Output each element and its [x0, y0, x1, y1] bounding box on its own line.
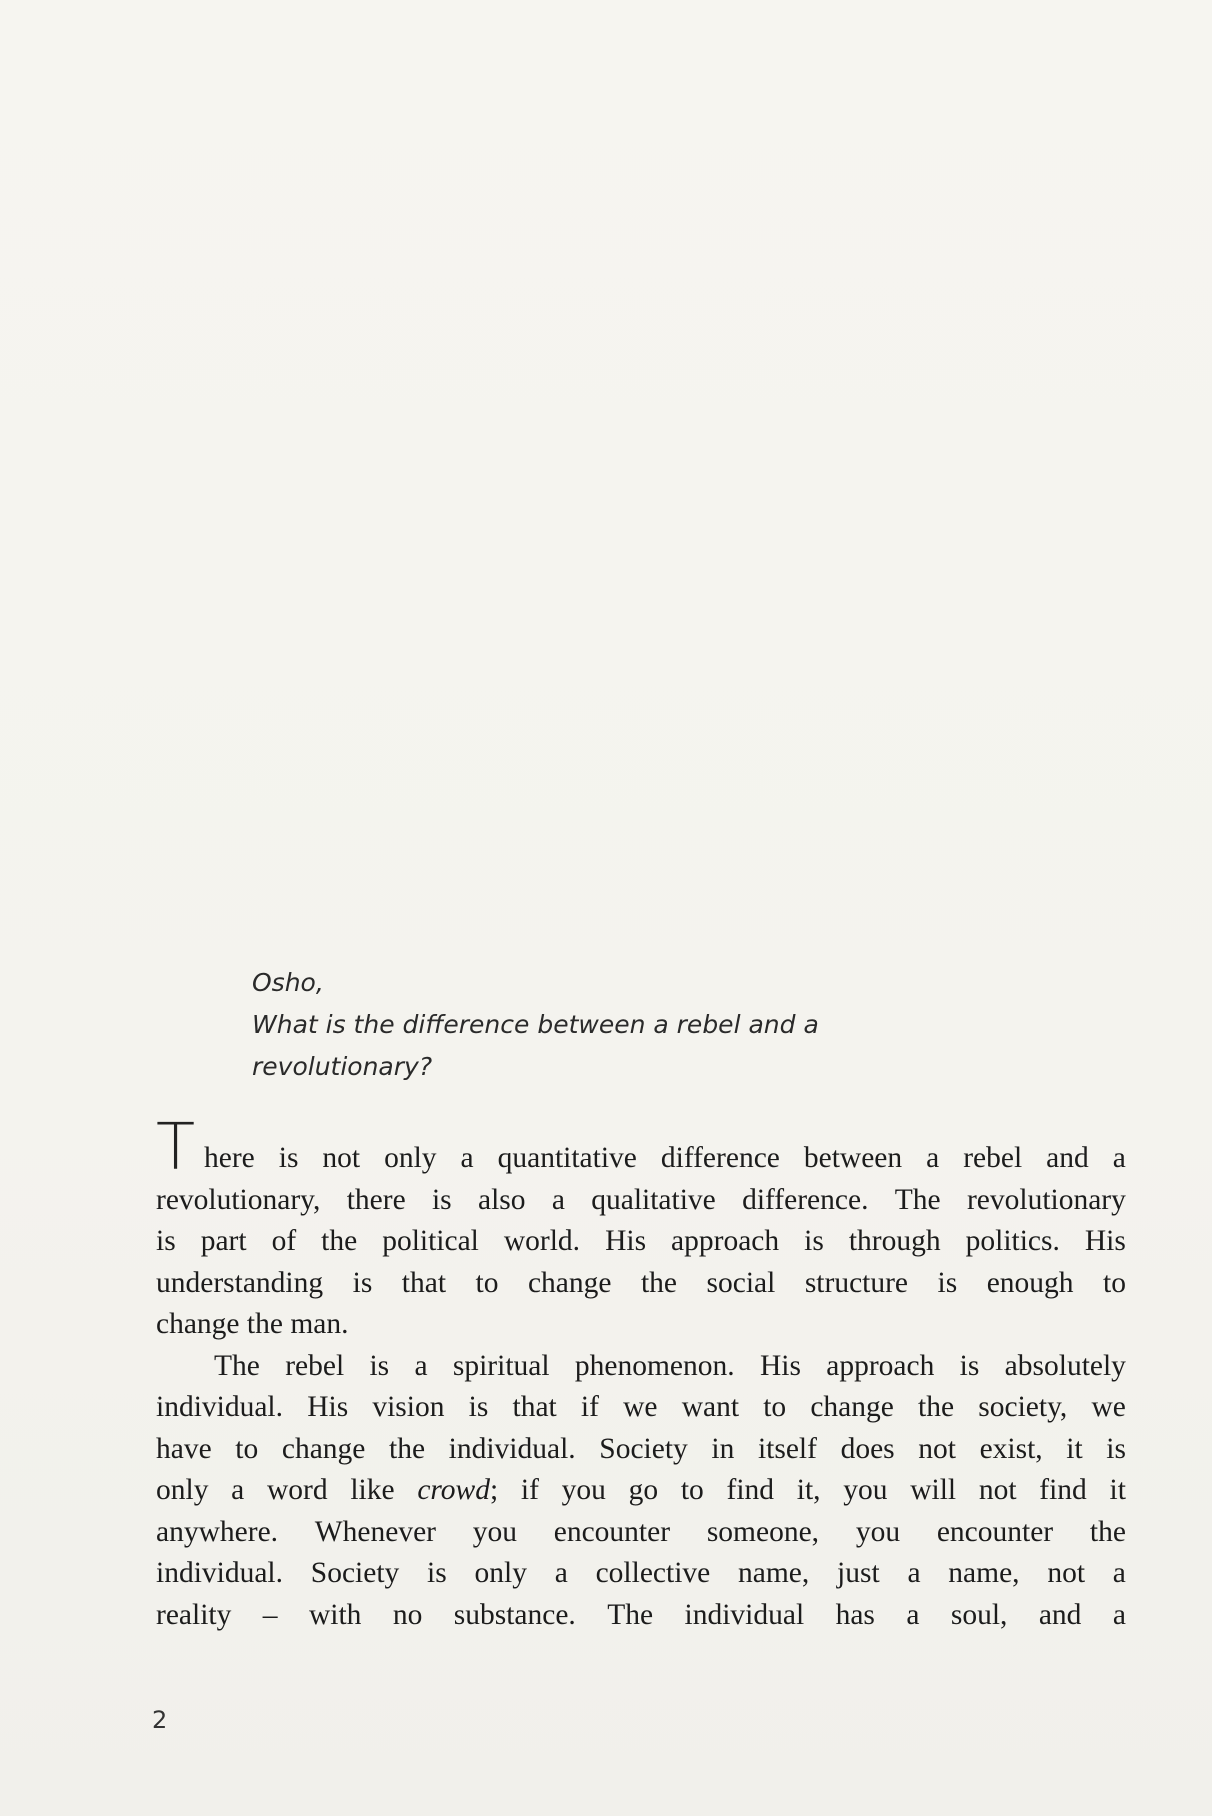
word: the [918, 1391, 955, 1423]
word: exist, [979, 1432, 1043, 1465]
paragraph-line [156, 1387, 1126, 1429]
word: is [156, 1225, 176, 1257]
word: a [1112, 1598, 1126, 1631]
word: encounter [553, 1515, 671, 1548]
word: you [561, 1474, 606, 1506]
word: a [907, 1557, 921, 1589]
word: also [477, 1183, 526, 1216]
paragraph-line [156, 1429, 1126, 1471]
question-block [252, 962, 932, 1088]
word: that [401, 1266, 447, 1299]
word: world. [503, 1225, 581, 1257]
word: politics. [965, 1225, 1060, 1257]
word: collective [595, 1557, 711, 1589]
word: only [156, 1474, 209, 1506]
question-line: What is the difference between a rebel and a [252, 1010, 819, 1039]
word: phenomenon. [574, 1349, 735, 1382]
word: only [384, 1142, 437, 1174]
word: His [759, 1349, 801, 1382]
word: has [835, 1598, 875, 1631]
word: have [156, 1432, 212, 1465]
word: in [711, 1432, 735, 1465]
paragraph-line [156, 1346, 1126, 1388]
word: here [204, 1142, 255, 1174]
word: is [1106, 1432, 1126, 1465]
word: a [1112, 1142, 1126, 1174]
word: not [918, 1432, 956, 1465]
paragraph-line [156, 1553, 1126, 1595]
paragraph-line [156, 1111, 1126, 1185]
word: is [352, 1266, 373, 1299]
word: we [1091, 1391, 1126, 1423]
word: a [554, 1557, 568, 1589]
word: individual [684, 1598, 805, 1631]
word: individual. [448, 1432, 576, 1465]
word: itself [757, 1432, 817, 1465]
word: is [804, 1225, 824, 1257]
word: find [726, 1474, 775, 1506]
word: Society [599, 1432, 688, 1465]
word: someone, [706, 1515, 820, 1548]
word: only [474, 1557, 527, 1589]
word: you [855, 1515, 901, 1548]
word: political [382, 1225, 479, 1257]
word: not [322, 1142, 361, 1174]
word: vision [372, 1391, 445, 1423]
word: through [848, 1225, 941, 1257]
word: not [978, 1474, 1017, 1506]
word: change [810, 1391, 894, 1423]
paragraph-line [156, 1304, 1126, 1346]
word: revolutionary, [156, 1183, 321, 1216]
word: of [271, 1225, 297, 1257]
page-number: 2 [152, 1706, 168, 1734]
word: encounter [936, 1515, 1054, 1548]
word: ; [489, 1474, 499, 1506]
word: a [926, 1142, 940, 1174]
word: no [392, 1598, 423, 1631]
word: qualitative [591, 1183, 716, 1216]
word: enough [986, 1266, 1074, 1299]
paragraph-line [156, 1221, 1126, 1263]
word: structure [804, 1266, 909, 1299]
word: approach [826, 1349, 935, 1382]
word: a [414, 1349, 428, 1382]
word: a [231, 1474, 245, 1506]
word: like [350, 1474, 395, 1506]
word: and [1038, 1598, 1082, 1631]
question-line: revolutionary? [252, 1052, 433, 1081]
word: does [840, 1432, 895, 1465]
word: want [681, 1391, 740, 1423]
word: revolutionary [966, 1183, 1126, 1216]
word: substance. [453, 1598, 576, 1631]
word: social [706, 1266, 776, 1299]
word: change [281, 1432, 366, 1465]
question-salutation: Osho, [252, 968, 324, 997]
paragraph-line [156, 1595, 1126, 1637]
word: name, [948, 1557, 1020, 1589]
paragraph-line [156, 1470, 1126, 1512]
paragraph-line [156, 1263, 1126, 1305]
word: His [1084, 1225, 1126, 1257]
word: there [346, 1183, 406, 1216]
italic-word: crowd [417, 1474, 490, 1506]
word: if [520, 1474, 539, 1506]
word: just [837, 1557, 880, 1589]
word: that [512, 1391, 557, 1423]
word: is [369, 1349, 390, 1382]
word: a [906, 1598, 920, 1631]
paragraph-line [156, 1512, 1126, 1554]
word: is [427, 1557, 447, 1589]
word: to [475, 1266, 499, 1299]
word: to [680, 1474, 704, 1506]
word: His [307, 1391, 349, 1423]
word: the [640, 1266, 678, 1299]
paragraph-line [156, 1180, 1126, 1222]
word: society, [978, 1391, 1068, 1423]
word: to [235, 1432, 259, 1465]
word: is [278, 1142, 299, 1174]
word: rebel [963, 1142, 1023, 1174]
word: quantitative [497, 1142, 637, 1174]
word: with [308, 1598, 362, 1631]
word: The [607, 1598, 654, 1631]
word: understanding [156, 1266, 324, 1299]
word: Society [310, 1557, 400, 1589]
word: to [763, 1391, 787, 1423]
word: part [200, 1225, 247, 1257]
word: it [1109, 1474, 1126, 1506]
word: His [605, 1225, 647, 1257]
word: rebel [285, 1349, 345, 1382]
word: it, [796, 1474, 821, 1506]
word: individual. [156, 1557, 284, 1589]
word: the [321, 1225, 358, 1257]
word: word [266, 1474, 328, 1506]
word: is [468, 1391, 489, 1423]
word: change [527, 1266, 612, 1299]
word: it [1066, 1432, 1083, 1465]
word-group [417, 1470, 498, 1512]
word: individual. [156, 1391, 284, 1423]
word: difference. [742, 1183, 869, 1216]
word: Whenever [314, 1515, 436, 1548]
word: The [214, 1349, 260, 1382]
word: soul, [950, 1598, 1008, 1631]
word: we [623, 1391, 658, 1423]
word: is [937, 1266, 958, 1299]
word: is [431, 1183, 452, 1216]
word: a [1112, 1557, 1126, 1589]
word: anywhere. [156, 1515, 279, 1548]
word: spiritual [452, 1349, 550, 1382]
word: if [580, 1391, 599, 1423]
word: a [551, 1183, 565, 1216]
word: The [894, 1183, 941, 1216]
word: the [389, 1432, 426, 1465]
line-text: change the man. [156, 1308, 349, 1340]
word: and [1046, 1142, 1089, 1174]
word: – [262, 1598, 278, 1631]
word: difference [660, 1142, 780, 1174]
word: the [1089, 1515, 1126, 1548]
word: a [460, 1142, 474, 1174]
body-text [156, 1111, 1126, 1636]
word: reality [156, 1598, 232, 1631]
word: you [472, 1515, 517, 1548]
word: you [843, 1474, 888, 1506]
word: approach [671, 1225, 780, 1257]
word: absolutely [1004, 1349, 1126, 1382]
word: go [628, 1474, 659, 1506]
word: to [1103, 1266, 1126, 1299]
word: between [803, 1142, 903, 1174]
drop-cap: T [156, 1111, 196, 1185]
word: will [910, 1474, 957, 1506]
word: find [1039, 1474, 1087, 1506]
word: name, [738, 1557, 810, 1589]
word: is [959, 1349, 980, 1382]
word: not [1047, 1557, 1086, 1589]
